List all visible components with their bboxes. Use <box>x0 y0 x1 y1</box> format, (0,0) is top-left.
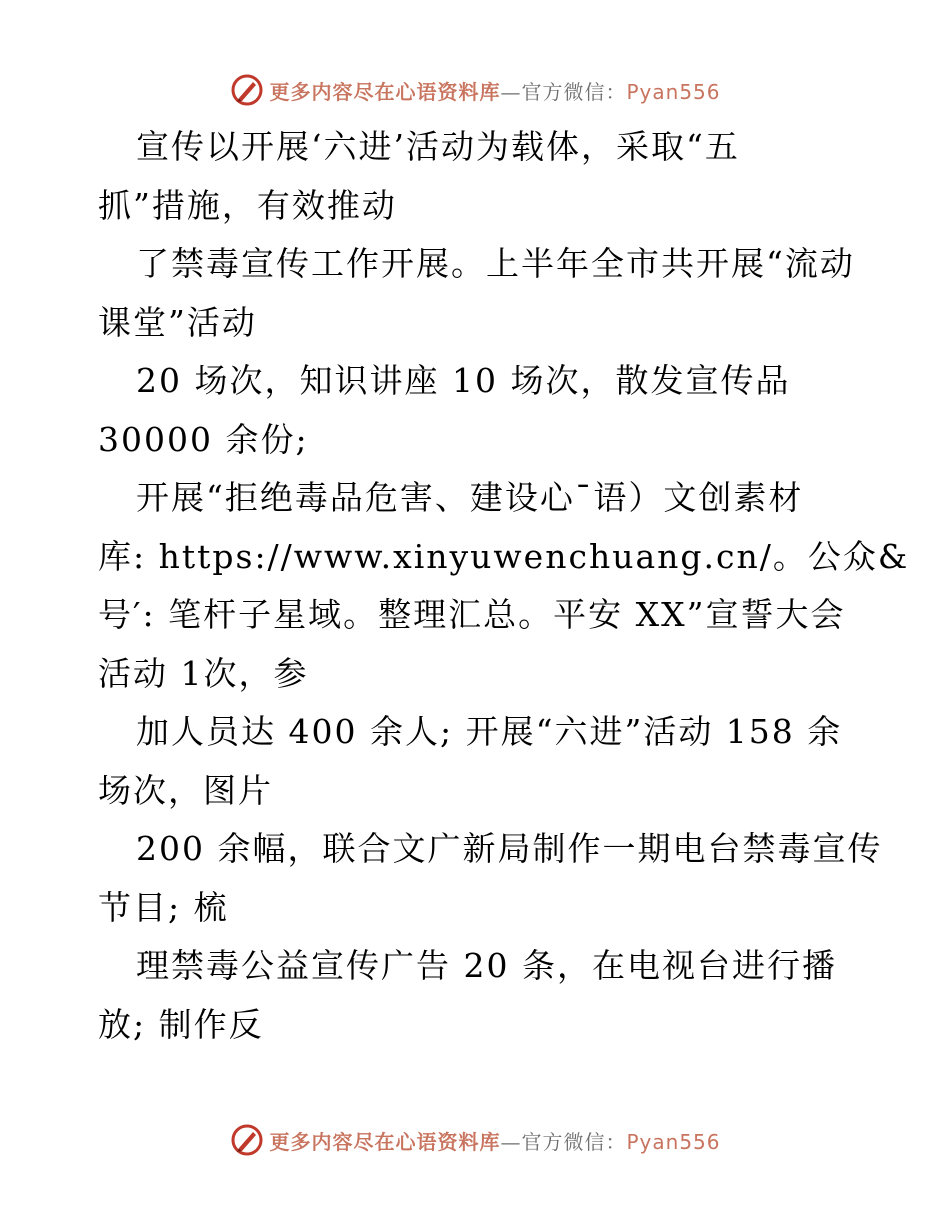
body-line: 场次，图片 <box>98 770 273 810</box>
body-line: 抓”措施，有效推动 <box>98 185 397 225</box>
footer-wechat-id: Pyan556 <box>626 1129 721 1154</box>
body-line: 课堂”活动 <box>98 302 257 342</box>
document-body <box>98 118 910 1054</box>
footer-text <box>269 1126 720 1155</box>
header-wechat-id: Pyan556 <box>626 79 721 104</box>
body-line: 200 余幅，联合文广新局制作一期电台禁毒宣传 <box>136 829 883 868</box>
body-line: 活动 1次，参 <box>98 653 309 693</box>
pen-logo-icon <box>229 1122 265 1158</box>
body-line: 号′: 笔杆子星域。整理汇总。平安 XX”宣誓大会 <box>98 595 846 634</box>
body-line: 库: https://www.xinyuwenchuang.cn/。公众& <box>98 536 910 576</box>
footer-site-name: 更多内容尽在心语资料库 <box>269 1129 501 1154</box>
header-banner <box>0 70 950 110</box>
pen-logo-icon <box>229 72 265 108</box>
body-line: 理禁毒公益宣传广告 20 条，在电视台进行播 <box>136 946 837 985</box>
body-line: 开展“拒绝毒品危害、建设心¯语）文创素材 <box>136 478 804 517</box>
body-line: 节目; 梳 <box>98 887 229 927</box>
header-text <box>269 76 720 105</box>
body-line: 了禁毒宣传工作开展。上半年全市共开展“流动 <box>136 244 855 283</box>
body-line: 宣传以开展‘六进’活动为载体，采取“五 <box>136 127 740 166</box>
body-line: 20 场次，知识讲座 10 场次，散发宣传品 <box>136 361 791 400</box>
body-line: 加人员达 400 余人; 开展“六进”活动 158 余 <box>136 712 843 751</box>
header-site-name: 更多内容尽在心语资料库 <box>269 79 501 104</box>
footer-wechat-label: —官方微信： <box>500 1129 627 1154</box>
footer-banner <box>0 1120 950 1160</box>
body-line: 放; 制作反 <box>98 1004 264 1044</box>
header-wechat-label: —官方微信： <box>500 79 627 104</box>
body-line: 30000 余份; <box>98 419 309 459</box>
